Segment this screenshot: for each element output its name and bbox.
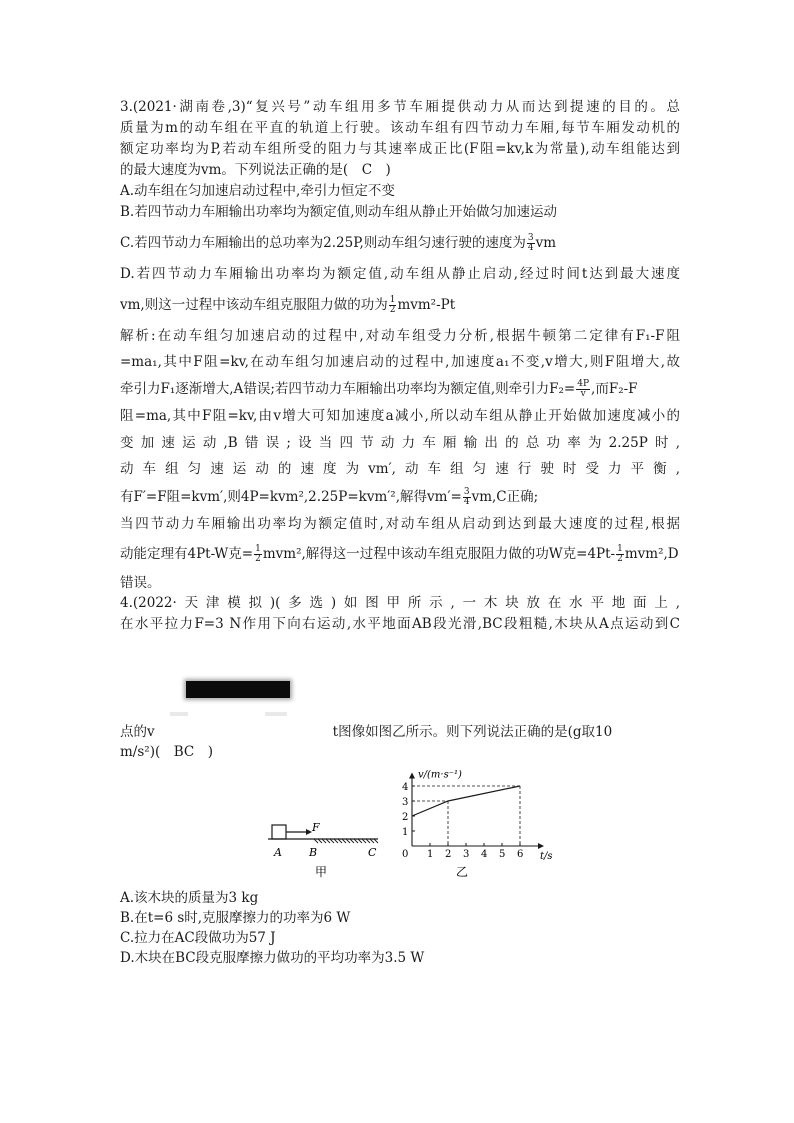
fraction: [254, 545, 262, 564]
figure-jia: [268, 821, 378, 879]
dashed-guides: [412, 786, 520, 846]
force-label: F: [312, 821, 320, 834]
q3-option-c-tail: vm: [535, 235, 557, 251]
q3-stem-line-1: 3.(2021·湖南卷,3)“复兴号”动车组用多节车厢提供动力从而达到提速的目的。总: [120, 99, 680, 115]
q4-option-b: B.在t=6 s时,克服摩擦力的功率为6 W: [120, 910, 351, 926]
fraction: [576, 380, 590, 399]
scan-smudge: [265, 712, 287, 716]
origin-label: 0: [402, 849, 409, 860]
q3-option-a: A.动车组在匀加速启动过程中,牵引力恒定不变: [120, 183, 395, 199]
analysis-line-8: 当四节动力车厢输出功率均为额定值时,对动车组从启动到达到最大速度的过程,根据: [120, 516, 680, 532]
scan-smudge: [170, 712, 188, 716]
analysis-line-7-text: 有F′=F阻=kvm′,则4P=kvm²,2.25P=kvm′²,解得vm′=: [120, 489, 462, 505]
fraction: [527, 234, 535, 253]
analysis-line-10: 错误。: [120, 575, 161, 591]
analysis-line-9-text: 动能定理有4Pt-W克=: [120, 546, 254, 562]
analysis-line-9: [120, 544, 680, 564]
figure-yi-chart: [402, 770, 553, 879]
figure-yi-caption: 乙: [456, 865, 469, 879]
q4-option-c: C.拉力在AC段做功为57 J: [120, 930, 276, 946]
q3-stem-line-4: 的最大速度为vm。下列说法正确的是( C ): [120, 162, 391, 178]
wooden-block: [272, 825, 286, 839]
y-axis-label: v/(m·s⁻¹): [418, 770, 462, 781]
y-tick-label: 3: [402, 797, 409, 808]
analysis-line-9-tail: mvm²,D: [624, 546, 679, 562]
fraction-numerator: 1: [389, 295, 396, 305]
q3-option-c: [120, 233, 680, 253]
q3-option-d-text: vm,则这一过程中该动车组克服阻力做的功为: [120, 297, 388, 313]
q3-option-d-tail: mvm²-Pt: [397, 297, 456, 313]
x-axis-arrowhead: [538, 843, 544, 849]
q4-option-a: A.该木块的质量为3 kg: [120, 890, 259, 906]
fraction-denominator: v: [580, 389, 586, 399]
figure-svg: [262, 770, 562, 885]
figure-jia-caption: 甲: [315, 865, 328, 879]
x-tick-label: 4: [481, 849, 488, 860]
x-tick-label: 3: [463, 849, 470, 860]
q3-stem-line-2: 质量为m的动车组在平直的轨道上行驶。该动车组有四节动力车厢,每节车厢发动机的: [120, 120, 680, 136]
analysis-line-3-tail: ,而F₂-F: [591, 381, 638, 397]
fraction-denominator: 2: [255, 554, 261, 564]
fraction-denominator: 2: [617, 554, 623, 564]
analysis-line-3: [120, 379, 680, 399]
axis-ticks: [402, 782, 523, 860]
q4-stem-line-1: 4.(2022·天津模拟)(多选)如图甲所示,一木块放在水平地面上,: [120, 595, 680, 611]
q4-option-d: D.木块在BC段克服摩擦力做功的平均功率为3.5 W: [120, 950, 425, 966]
x-tick-label: 6: [517, 849, 524, 860]
q4-stem-line-4: m/s²)( BC ): [120, 744, 213, 760]
q3-option-c-text: C.若四节动力车厢输出的总功率为2.25P,则动车组匀速行驶的速度为: [120, 235, 526, 251]
fraction-numerator: 1: [617, 544, 623, 554]
point-c-label: C: [368, 846, 377, 859]
analysis-line-2: =ma₁,其中F阻=kv,在动车组匀加速启动的过程中,加速度a₁不变,v增大,则F阻增大,故: [120, 354, 680, 370]
fraction-numerator: 1: [255, 544, 261, 554]
analysis-line-4: 阻=ma,其中F阻=kv,由v增大可知加速度a减小,所以动车组从静止开始做加速度减小的: [120, 408, 680, 424]
analysis-line-5: 变加速运动,B错误;设当四节动力车厢输出的总功率为2.25P时,: [120, 435, 680, 451]
q4-stem-line-3-end: t图像如图乙所示。则下列说法正确的是(g取10: [332, 724, 613, 740]
fraction-denominator: 4: [463, 497, 470, 507]
analysis-line-7-tail: vm,C正确;: [471, 489, 539, 505]
y-tick-label: 1: [402, 827, 409, 838]
fraction: [389, 296, 397, 315]
q4-stem-line-3: [120, 722, 680, 742]
fraction: [616, 545, 624, 564]
fraction-numerator: 3: [527, 233, 534, 243]
analysis-line-7: [120, 487, 680, 507]
y-tick-label: 4: [402, 782, 409, 793]
analysis-line-3-text: 牵引力F₁逐渐增大,A错误;若四节动力车厢输出功率均为额定值,则牵引力F₂=: [120, 381, 576, 397]
x-tick-label: 5: [499, 849, 506, 860]
point-a-label: A: [274, 846, 282, 859]
q4-stem-line-2: 在水平拉力F=3 N作用下向右运动,水平地面AB段光滑,BC段粗糙,木块从A点运动到C: [120, 616, 680, 632]
redaction-bar: [186, 681, 290, 698]
x-tick-label: 1: [427, 849, 434, 860]
y-axis-arrowhead: [409, 773, 415, 779]
q3-option-b: B.若四节动力车厢输出功率均为额定值,则动车组从静止开始做匀加速运动: [120, 204, 558, 220]
fraction: [463, 488, 471, 507]
analysis-line-6: 动车组匀速运动的速度为vm′,动车组匀速行驶时受力平衡,: [120, 461, 680, 477]
fraction-numerator: 3: [463, 487, 470, 497]
x-tick-label: 2: [445, 849, 452, 860]
fraction-denominator: 2: [389, 305, 396, 315]
point-b-label: B: [309, 846, 318, 859]
q3-option-d-line-2: [120, 295, 680, 315]
q3-option-d-line-1: D.若四节动力车厢输出功率均为额定值,动车组从静止启动,经过时间t达到最大速度: [120, 266, 680, 282]
fraction-numerator: 4P: [577, 379, 590, 389]
q4-stem-line-3-start: 点的v: [120, 724, 155, 740]
analysis-line-1: 解析:在动车组匀加速启动的过程中,对动车组受力分析,根据牛顿第二定律有F₁-F阻: [120, 328, 680, 344]
y-tick-label: 2: [402, 812, 409, 823]
analysis-line-9-mid: mvm²,解得这一过程中该动车组克服阻力做的功W克=4Pt-: [262, 546, 616, 562]
x-axis-label: t/s: [540, 851, 553, 862]
q3-stem-line-3: 额定功率均为P,若动车组所受的阻力与其速率成正比(F阻=kv,k为常量),动车组能达到: [120, 141, 680, 157]
fraction-denominator: 4: [527, 243, 534, 253]
figure-area: [262, 770, 562, 889]
